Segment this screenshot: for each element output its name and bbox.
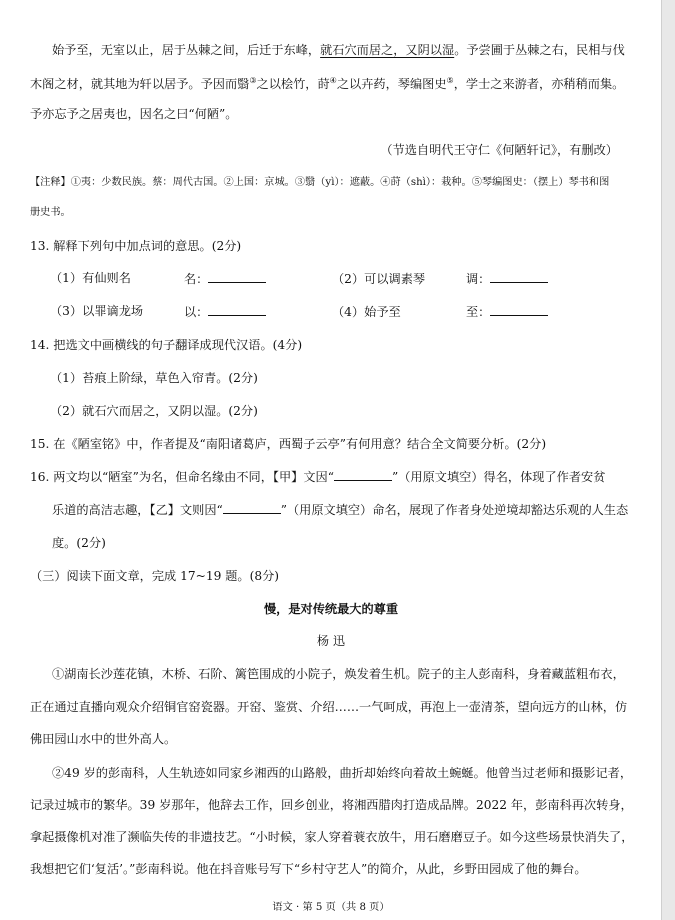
q13-item-3: （3）以罪谪龙场: [50, 304, 144, 318]
article-p2-line-3: 拿起摄像机对准了濒临失传的非遗技艺。“小时候，家人穿着蓑衣放牛，用石磨磨豆子。如今这些场景快消失了，: [30, 830, 634, 844]
section-3-heading: （三）阅读下面文章，完成 17~19 题。(8分): [30, 569, 280, 583]
q13-item-1-answer[interactable]: 名：: [184, 270, 266, 287]
question-16-line-1[interactable]: 16. 两文均以“陋室”为名，但命名缘由不同，【甲】文因“ ”（用原文填空）得名，体现了作者安贫: [30, 470, 606, 484]
article-title: 慢，是对传统最大的尊重: [263, 602, 399, 616]
article-p1-line-1: ①湖南长沙莲花镇，木桥、石阶、篱笆围成的小院子，焕发着生机。院子的主人彭南科，身着藏蓝粗布衣，: [52, 667, 625, 681]
question-14-stem: 14. 把选文中画横线的句子翻译成现代汉语。(4分): [30, 338, 303, 352]
question-15: 15. 在《陋室铭》中，作者提及“南阳诸葛庐，西蜀子云亭”有何用意？结合全文简要分析。(2分): [30, 437, 547, 451]
passage-line-2: 木阁之材，就其地为轩以居予。予因而翳③之以桧竹，莳④之以卉药，琴编图史⑤，学士之来游者，亦稍稍而集。: [30, 76, 625, 92]
q13-item-4-answer[interactable]: 至：: [466, 303, 548, 320]
q13-item-2: （2）可以调素琴: [332, 272, 426, 286]
q13-item-1: （1）有仙则名: [50, 271, 131, 285]
question-16-line-3: 度。(2分): [52, 536, 106, 550]
page-footer: 语文 · 第 5 页（共 8 页）: [272, 902, 390, 913]
passage-source: （节选自明代王守仁《何陋轩记》，有删改）: [380, 143, 618, 157]
q13-item-2-answer[interactable]: 调：: [466, 270, 548, 287]
page-edge: [661, 0, 675, 920]
article-author: 杨 迅: [316, 634, 346, 648]
article-p2-line-2: 记录过城市的繁华。39 岁那年，他辞去工作，回乡创业，将湘西腊肉打造成品牌。2022 年，彭南科再次转身，: [30, 798, 633, 812]
article-p2-line-1: ②49 岁的彭南科，人生轨迹如同家乡湘西的山路般，曲折却始终向着故土蜿蜒。他曾当过老师和摄影记者，: [52, 766, 633, 780]
article-p1-line-2: 正在通过直播向观众介绍铜官窑瓷器。开窑、鉴赏、介绍……一气呵成，再泡上一壶清茶，望向远方的山林，仿: [30, 700, 628, 714]
q14-item-2: （2）就石穴而居之，又阴以湿。(2分): [50, 404, 258, 418]
passage-line-1: 始予至，无室以止，居于丛棘之间，后迁于东峰，就石穴而居之，又阴以湿。予尝圃于丛棘之右，民相与伐: [52, 43, 625, 57]
q13-item-4: （4）始予至: [332, 305, 401, 319]
annotation-line-2: 册史书。: [30, 207, 71, 218]
question-13-stem: 13. 解释下列句中加点词的意思。(2分): [30, 239, 242, 253]
article-p2-line-4: 我想把它们‘复活’。”彭南科说。他在抖音账号写下“乡村守艺人”的简介，从此，乡野田园成了他的舞台。: [30, 862, 587, 876]
annotation-line-1: 【注释】①夷：少数民族。蔡：周代古国。②上国：京城。③翳（yì）：遮蔽。④莳（shì）：栽种。⑤琴编图史：（摆上）琴书和图: [30, 177, 610, 188]
q14-item-1: （1）苔痕上阶绿，草色入帘青。(2分): [50, 371, 258, 385]
q13-item-3-answer[interactable]: 以：: [184, 303, 266, 320]
underlined-sentence: 就石穴而居之，又阴以湿: [320, 43, 455, 57]
passage-line-3: 予亦忘予之居夷也，因名之曰“何陋”。: [30, 107, 238, 121]
question-16-line-2[interactable]: 乐道的高洁志趣，【乙】文则因“ ”（用原文填空）命名，展现了作者身处逆境却豁达乐观的人生态: [52, 503, 629, 517]
article-p1-line-3: 佛田园山水中的世外高人。: [30, 732, 177, 746]
